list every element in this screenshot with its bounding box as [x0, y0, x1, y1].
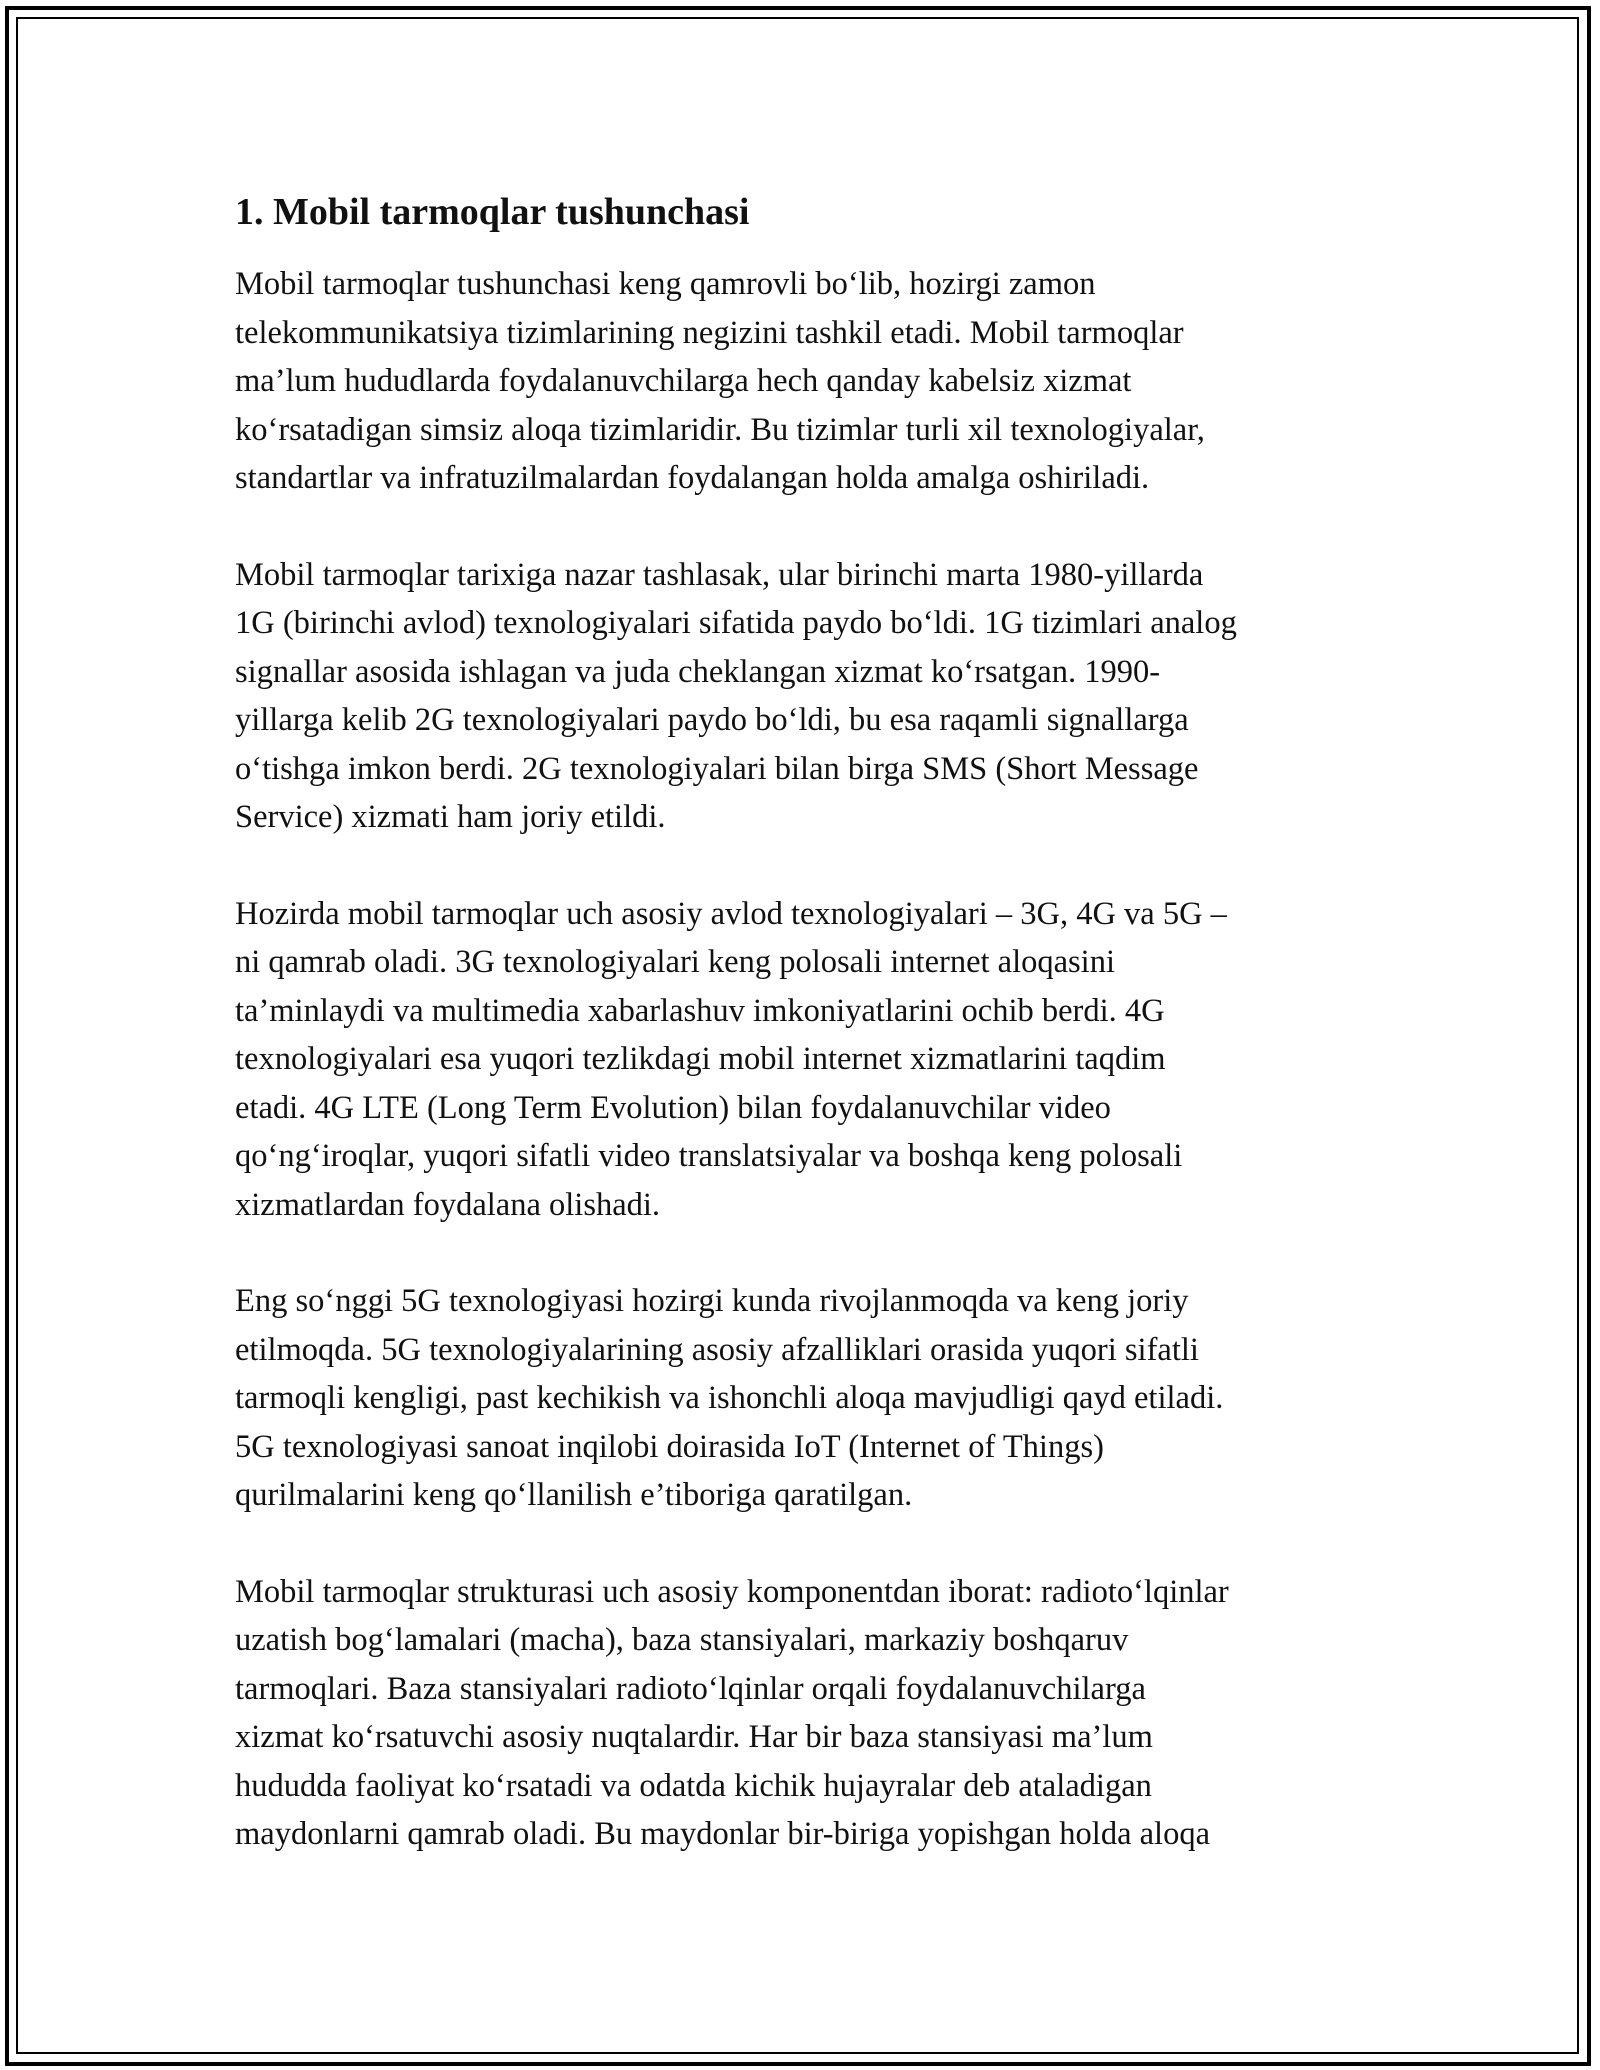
paragraph-line: uzatish bog‘lamalari (macha), baza stansiyalari, markaziy boshqaruv — [235, 1622, 1129, 1658]
paragraph-line: Service) xizmati ham joriy etildi. — [235, 799, 666, 835]
paragraph-line: 1G (birinchi avlod) texnologiyalari sifatida paydo bo‘ldi. 1G tizimlari analog — [235, 605, 1237, 641]
paragraph-line: standartlar va infratuzilmalardan foydalangan holda amalga oshiriladi. — [235, 460, 1150, 496]
paragraph-line: Hozirda mobil tarmoqlar uch asosiy avlod texnologiyalari – 3G, 4G va 5G – — [235, 895, 1227, 932]
paragraph-line: Mobil tarmoqlar tarixiga nazar tashlasak, ular birinchi marta 1980-yillarda — [235, 556, 1204, 593]
paragraph — [235, 1277, 1375, 1520]
paragraph-line: ko‘rsatadigan simsiz aloqa tizimlaridir. Bu tizimlar turli xil texnologiyalar, — [235, 411, 1205, 448]
paragraph-line: xizmat ko‘rsatuvchi asosiy nuqtalardir. Har bir baza stansiyasi ma’lum — [235, 1719, 1153, 1755]
paragraph-line: o‘tishga imkon berdi. 2G texnologiyalari bilan birga SMS (Short Message — [235, 750, 1199, 787]
paragraph-line: tarmoqlari. Baza stansiyalari radioto‘lqinlar orqali foydalanuvchilarga — [235, 1670, 1146, 1707]
paragraph-line: xizmatlardan foydalana olishadi. — [235, 1186, 661, 1223]
paragraph-line: etadi. 4G LTE (Long Term Evolution) bilan foydalanuvchilar video — [235, 1089, 1111, 1126]
paragraph-line: ni qamrab oladi. 3G texnologiyalari keng polosali internet aloqasini — [235, 944, 1115, 980]
paragraphs-container — [235, 260, 1375, 1859]
paragraph-line: Eng so‘nggi 5G texnologiyasi hozirgi kunda rivojlanmoqda va keng joriy — [235, 1283, 1189, 1319]
paragraph-line: hududda faoliyat ko‘rsatadi va odatda kichik hujayralar deb ataladigan — [235, 1767, 1152, 1804]
paragraph-line: signallar asosida ishlagan va juda cheklangan xizmat ko‘rsatgan. 1990- — [235, 653, 1161, 690]
paragraph-line: qurilmalarini keng qo‘llanilish e’tiboriga qaratilgan. — [235, 1477, 913, 1513]
paragraph-line: 5G texnologiyasi sanoat inqilobi doirasida IoT (Internet of Things) — [235, 1428, 1104, 1465]
document-body — [235, 188, 1375, 1907]
paragraph-line: qo‘ng‘iroqlar, yuqori sifatli video translatsiyalar va boshqa keng polosali — [235, 1138, 1183, 1174]
paragraph-line: maydonlarni qamrab oladi. Bu maydonlar bir-biriga yopishgan holda aloqa — [235, 1816, 1210, 1852]
paragraph-line: yillarga kelib 2G texnologiyalari paydo bo‘ldi, bu esa raqamli signallarga — [235, 702, 1189, 738]
paragraph — [235, 551, 1375, 842]
paragraph — [235, 1568, 1375, 1859]
paragraph-line: Mobil tarmoqlar strukturasi uch asosiy komponentdan iborat: radioto‘lqinlar — [235, 1573, 1229, 1610]
paragraph — [235, 260, 1375, 503]
paragraph-line: tarmoqli kengligi, past kechikish va ishonchli aloqa mavjudligi qayd etiladi. — [235, 1380, 1224, 1416]
paragraph-line: etilmoqda. 5G texnologiyalarining asosiy afzalliklari orasida yuqori sifatli — [235, 1331, 1199, 1368]
paragraph-line: Mobil tarmoqlar tushunchasi keng qamrovli bo‘lib, hozirgi zamon — [235, 266, 1096, 302]
section-heading: 1. Mobil tarmoqlar tushunchasi — [235, 191, 750, 233]
paragraph — [235, 890, 1375, 1230]
paragraph-line: texnologiyalari esa yuqori tezlikdagi mobil internet xizmatlarini taqdim — [235, 1041, 1166, 1077]
paragraph-line: ta’minlaydi va multimedia xabarlashuv imkoniyatlarini ochib berdi. 4G — [235, 992, 1165, 1029]
paragraph-line: ma’lum hududlarda foydalanuvchilarga hech qanday kabelsiz xizmat — [235, 363, 1132, 399]
paragraph-line: telekommunikatsiya tizimlarining negizini tashkil etadi. Mobil tarmoqlar — [235, 314, 1184, 351]
